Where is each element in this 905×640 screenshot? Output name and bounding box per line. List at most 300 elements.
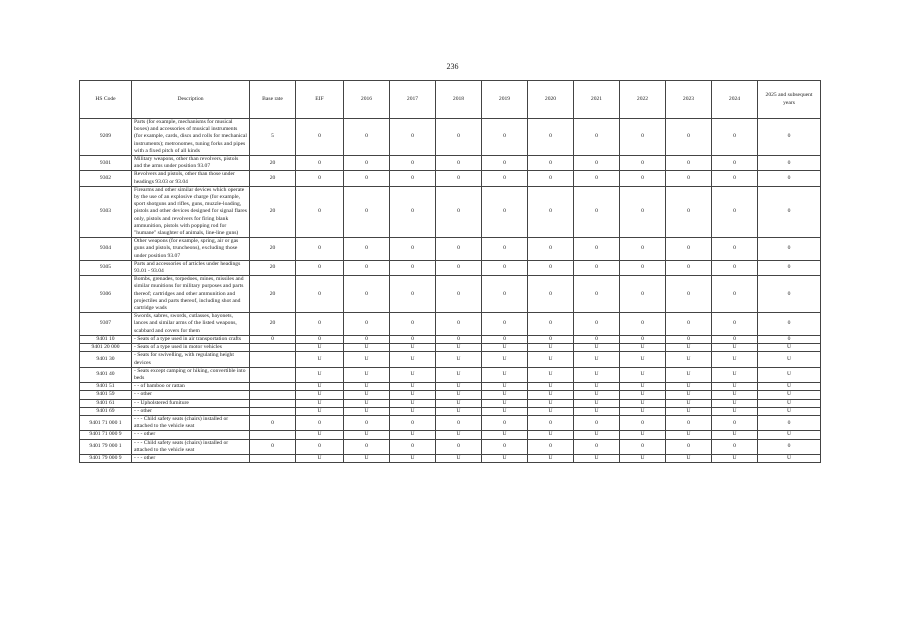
rate-cell: 0 [666, 238, 712, 261]
rate-cell: 0 [390, 156, 436, 171]
base-rate-cell: 20 [250, 156, 296, 171]
rate-cell: U [482, 344, 528, 352]
rate-cell: U [296, 399, 344, 407]
tariff-schedule-table [79, 80, 821, 463]
col-header: 2021 [574, 81, 620, 119]
hs-code-cell: 9401 59 [80, 391, 132, 399]
rate-cell: U [666, 454, 712, 462]
rate-cell: 0 [574, 156, 620, 171]
rate-cell: 0 [574, 313, 620, 336]
rate-cell: U [482, 383, 528, 391]
rate-cell: U [436, 383, 482, 391]
rate-cell: U [620, 344, 666, 352]
rate-cell: U [666, 352, 712, 367]
rate-cell: U [712, 391, 758, 399]
rate-cell: U [758, 352, 821, 367]
rate-cell: U [712, 431, 758, 439]
rate-cell: 0 [620, 119, 666, 156]
rate-cell: 0 [666, 119, 712, 156]
rate-cell: 0 [436, 335, 482, 343]
rate-cell: U [712, 352, 758, 367]
rate-cell: 0 [344, 171, 390, 186]
rate-cell: U [344, 399, 390, 407]
rate-cell: U [528, 344, 574, 352]
base-rate-cell: 20 [250, 313, 296, 336]
rate-cell: U [574, 399, 620, 407]
description-cell: - Seats except camping or hiking, convertible into beds [132, 367, 250, 382]
rate-cell: 0 [436, 313, 482, 336]
table-row [80, 344, 821, 352]
rate-cell: 0 [482, 260, 528, 275]
rate-cell: U [296, 391, 344, 399]
table-row [80, 367, 821, 382]
rate-cell: 0 [482, 415, 528, 430]
hs-code-cell: 9401 71 000 1 [80, 415, 132, 430]
col-header: 2016 [344, 81, 390, 119]
rate-cell: 0 [296, 171, 344, 186]
rate-cell: 0 [344, 439, 390, 454]
rate-cell: 0 [758, 439, 821, 454]
base-rate-cell: 20 [250, 186, 296, 237]
rate-cell: U [666, 383, 712, 391]
rate-cell: 0 [390, 260, 436, 275]
rate-cell: U [712, 383, 758, 391]
rate-cell: 0 [528, 186, 574, 237]
rate-cell: U [528, 407, 574, 415]
description-cell: Other weapons (for example, spring, air or gas guns and pistols, truncheons), excluding those under position 93.07 [132, 238, 250, 261]
hs-code-cell: 9209 [80, 119, 132, 156]
table-row [80, 260, 821, 275]
rate-cell: 0 [528, 171, 574, 186]
rate-cell: U [482, 399, 528, 407]
rate-cell: U [620, 407, 666, 415]
rate-cell: 0 [482, 313, 528, 336]
hs-code-cell: 9401 69 [80, 407, 132, 415]
rate-cell: 0 [666, 335, 712, 343]
rate-cell: U [528, 367, 574, 382]
table-row [80, 276, 821, 313]
rate-cell: 0 [436, 238, 482, 261]
description-cell: - - Upholstered furniture [132, 399, 250, 407]
rate-cell: U [482, 407, 528, 415]
rate-cell: U [758, 454, 821, 462]
base-rate-cell: 20 [250, 171, 296, 186]
table-row [80, 171, 821, 186]
rate-cell: 0 [666, 156, 712, 171]
rate-cell: U [574, 367, 620, 382]
rate-cell: 0 [620, 335, 666, 343]
base-rate-cell [250, 399, 296, 407]
rate-cell: U [436, 344, 482, 352]
description-cell: - - - other [132, 454, 250, 462]
rate-cell: 0 [712, 119, 758, 156]
hs-code-cell: 9303 [80, 186, 132, 237]
rate-cell: U [758, 367, 821, 382]
rate-cell: 0 [344, 335, 390, 343]
description-cell: - Seats for swivelling, with regulating height devices [132, 352, 250, 367]
rate-cell: U [390, 352, 436, 367]
hs-code-cell: 9307 [80, 313, 132, 336]
description-cell: - - - Child safety seats (chairs) installed or attached to the vehicle seat [132, 439, 250, 454]
rate-cell: 0 [758, 156, 821, 171]
rate-cell: U [436, 454, 482, 462]
description-cell: Parts (for example, mechanisms for musical boxes) and accessories of musical instruments (for example, cards, discs and rolls for mechanical instruments); metronomes, tuning forks and pipes with a fixed pitch of all kinds [132, 119, 250, 156]
base-rate-cell: 20 [250, 238, 296, 261]
rate-cell: U [528, 431, 574, 439]
base-rate-cell [250, 344, 296, 352]
rate-cell: U [436, 407, 482, 415]
hs-code-cell: 9401 71 000 9 [80, 431, 132, 439]
rate-cell: U [390, 399, 436, 407]
description-cell: Firearms and other similar devices which operate by the use of an explosive charge (for example, sport shotguns and rifles, guns, muzzle-loading, pistols and other devices designed for signal flares only, pistols and revolvers for firing blank ammunition, pistols with popping rod for "humane" slaughter of animals, line-line guns) [132, 186, 250, 237]
rate-cell: 0 [436, 119, 482, 156]
rate-cell: 0 [712, 439, 758, 454]
rate-cell: U [620, 399, 666, 407]
description-cell: - - of bamboo or rattan [132, 383, 250, 391]
rate-cell: 0 [712, 313, 758, 336]
rate-cell: 0 [528, 276, 574, 313]
rate-cell: 0 [390, 313, 436, 336]
rate-cell: U [666, 399, 712, 407]
rate-cell: 0 [528, 119, 574, 156]
rate-cell: 0 [666, 415, 712, 430]
page-number: 236 [446, 62, 459, 71]
description-cell: Military weapons, other than revolvers, pistols and the arms under position 93.07 [132, 156, 250, 171]
rate-cell: 0 [344, 313, 390, 336]
description-cell: - Seats of a type used in motor vehicles [132, 344, 250, 352]
hs-code-cell: 9304 [80, 238, 132, 261]
rate-cell: U [344, 431, 390, 439]
rate-cell: U [344, 352, 390, 367]
rate-cell: 0 [620, 186, 666, 237]
col-header: HS Code [80, 81, 132, 119]
table-row [80, 407, 821, 415]
rate-cell: 0 [296, 439, 344, 454]
rate-cell: 0 [344, 156, 390, 171]
rate-cell: 0 [758, 171, 821, 186]
rate-cell: U [344, 454, 390, 462]
col-header: 2023 [666, 81, 712, 119]
rate-cell: 0 [574, 186, 620, 237]
rate-cell: U [758, 399, 821, 407]
rate-cell: U [344, 344, 390, 352]
hs-code-cell: 9401 51 [80, 383, 132, 391]
rate-cell: 0 [296, 156, 344, 171]
rate-cell: U [436, 367, 482, 382]
rate-cell: U [528, 399, 574, 407]
rate-cell: 0 [758, 415, 821, 430]
rate-cell: U [666, 407, 712, 415]
rate-cell: U [620, 352, 666, 367]
table-row [80, 415, 821, 430]
rate-cell: 0 [390, 119, 436, 156]
table-row [80, 399, 821, 407]
rate-cell: U [390, 391, 436, 399]
col-header: EIF [296, 81, 344, 119]
rate-cell: 0 [344, 238, 390, 261]
rate-cell: U [482, 352, 528, 367]
rate-cell: 0 [758, 313, 821, 336]
base-rate-cell: 20 [250, 260, 296, 275]
rate-cell: U [296, 431, 344, 439]
col-header: 2020 [528, 81, 574, 119]
rate-cell: U [758, 407, 821, 415]
rate-cell: 0 [758, 186, 821, 237]
rate-cell: 0 [344, 260, 390, 275]
rate-cell: 0 [436, 415, 482, 430]
rate-cell: 0 [390, 335, 436, 343]
base-rate-cell: 0 [250, 439, 296, 454]
rate-cell: U [296, 407, 344, 415]
description-cell: - - other [132, 407, 250, 415]
table-row [80, 391, 821, 399]
rate-cell: U [482, 367, 528, 382]
base-rate-cell [250, 383, 296, 391]
rate-cell: 0 [296, 260, 344, 275]
hs-code-cell: 9306 [80, 276, 132, 313]
rate-cell: 0 [528, 415, 574, 430]
rate-cell: 0 [666, 186, 712, 237]
base-rate-cell [250, 407, 296, 415]
col-header: Description [132, 81, 250, 119]
rate-cell: 0 [482, 171, 528, 186]
rate-cell: 0 [620, 171, 666, 186]
rate-cell: 0 [620, 260, 666, 275]
rate-cell: 0 [712, 260, 758, 275]
base-rate-cell: 5 [250, 119, 296, 156]
rate-cell: 0 [528, 238, 574, 261]
rate-cell: U [528, 454, 574, 462]
rate-cell: 0 [574, 335, 620, 343]
rate-cell: U [574, 391, 620, 399]
rate-cell: 0 [528, 335, 574, 343]
rate-cell: U [620, 454, 666, 462]
rate-cell: 0 [712, 335, 758, 343]
rate-cell: 0 [758, 260, 821, 275]
description-cell: - - - other [132, 431, 250, 439]
rate-cell: U [296, 344, 344, 352]
rate-cell: 0 [574, 238, 620, 261]
description-cell: Parts and accessories of articles under headings 93.01 - 93.04 [132, 260, 250, 275]
table-row [80, 454, 821, 462]
rate-cell: U [574, 407, 620, 415]
description-cell: - - - Child safety seats (chairs) installed or attached to the vehicle seat [132, 415, 250, 430]
rate-cell: U [712, 367, 758, 382]
description-cell: - Seats of a type used in air transportation crafts [132, 335, 250, 343]
base-rate-cell [250, 367, 296, 382]
rate-cell: U [574, 344, 620, 352]
rate-cell: 0 [436, 276, 482, 313]
col-header: 2018 [436, 81, 482, 119]
rate-cell: 0 [482, 186, 528, 237]
rate-cell: 0 [758, 238, 821, 261]
rate-cell: 0 [482, 439, 528, 454]
rate-cell: U [712, 454, 758, 462]
rate-cell: U [482, 454, 528, 462]
rate-cell: 0 [574, 171, 620, 186]
rate-cell: U [296, 352, 344, 367]
rate-cell: 0 [712, 171, 758, 186]
hs-code-cell: 9401 40 [80, 367, 132, 382]
rate-cell: 0 [482, 335, 528, 343]
rate-cell: 0 [574, 439, 620, 454]
rate-cell: 0 [296, 238, 344, 261]
rate-cell: U [344, 383, 390, 391]
rate-cell: 0 [390, 186, 436, 237]
rate-cell: U [296, 383, 344, 391]
rate-cell: 0 [574, 119, 620, 156]
rate-cell: 0 [666, 171, 712, 186]
rate-cell: U [436, 399, 482, 407]
description-cell: Revolvers and pistols, other than those under headings 93.03 or 93.04 [132, 171, 250, 186]
hs-code-cell: 9401 10 [80, 335, 132, 343]
rate-cell: U [758, 391, 821, 399]
rate-cell: 0 [296, 313, 344, 336]
rate-cell: 0 [344, 276, 390, 313]
rate-cell: 0 [712, 276, 758, 313]
base-rate-cell [250, 431, 296, 439]
rate-cell: 0 [712, 415, 758, 430]
description-cell: Bombs, grenades, torpedoes, mines, missiles and similar munitions for military purposes and parts thereof; cartridges and other ammunition and projectiles and parts thereof, including shot and cartridge wads [132, 276, 250, 313]
rate-cell: 0 [436, 439, 482, 454]
rate-cell: U [390, 383, 436, 391]
rate-cell: U [296, 367, 344, 382]
rate-cell: 0 [436, 186, 482, 237]
rate-cell: U [482, 431, 528, 439]
rate-cell: U [574, 383, 620, 391]
rate-cell: 0 [390, 238, 436, 261]
table-body [80, 119, 821, 463]
rate-cell: U [344, 391, 390, 399]
rate-cell: U [390, 431, 436, 439]
table-header-row [80, 81, 821, 119]
rate-cell: U [712, 344, 758, 352]
col-header: Base rate [250, 81, 296, 119]
table-row [80, 431, 821, 439]
hs-code-cell: 9401 79 000 1 [80, 439, 132, 454]
rate-cell: U [758, 383, 821, 391]
rate-cell: 0 [574, 260, 620, 275]
hs-code-cell: 9401 61 [80, 399, 132, 407]
rate-cell: 0 [712, 238, 758, 261]
base-rate-cell: 0 [250, 335, 296, 343]
hs-code-cell: 9301 [80, 156, 132, 171]
rate-cell: 0 [758, 335, 821, 343]
rate-cell: U [758, 344, 821, 352]
rate-cell: 0 [574, 276, 620, 313]
rate-cell: U [436, 352, 482, 367]
rate-cell: U [574, 352, 620, 367]
rate-cell: U [666, 367, 712, 382]
rate-cell: 0 [296, 335, 344, 343]
rate-cell: 0 [436, 156, 482, 171]
rate-cell: 0 [712, 186, 758, 237]
table-row [80, 439, 821, 454]
rate-cell: U [482, 391, 528, 399]
rate-cell: 0 [482, 276, 528, 313]
rate-cell: U [620, 383, 666, 391]
rate-cell: U [436, 391, 482, 399]
rate-cell: 0 [528, 313, 574, 336]
hs-code-cell: 9401 30 [80, 352, 132, 367]
rate-cell: U [528, 391, 574, 399]
table-row [80, 238, 821, 261]
col-header: 2022 [620, 81, 666, 119]
rate-cell: U [344, 367, 390, 382]
rate-cell: U [390, 407, 436, 415]
rate-cell: 0 [528, 439, 574, 454]
rate-cell: 0 [296, 415, 344, 430]
rate-cell: U [758, 431, 821, 439]
rate-cell: 0 [620, 313, 666, 336]
rate-cell: 0 [482, 119, 528, 156]
rate-cell: 0 [620, 439, 666, 454]
rate-cell: 0 [758, 119, 821, 156]
base-rate-cell: 20 [250, 276, 296, 313]
rate-cell: 0 [344, 186, 390, 237]
rate-cell: U [666, 391, 712, 399]
rate-cell: 0 [758, 276, 821, 313]
rate-cell: U [666, 344, 712, 352]
base-rate-cell [250, 352, 296, 367]
rate-cell: 0 [666, 313, 712, 336]
rate-cell: 0 [390, 276, 436, 313]
rate-cell: U [344, 407, 390, 415]
col-header: 2017 [390, 81, 436, 119]
table-row [80, 352, 821, 367]
hs-code-cell: 9401 20 000 [80, 344, 132, 352]
rate-cell: U [528, 383, 574, 391]
rate-cell: 0 [344, 415, 390, 430]
rate-cell: U [620, 367, 666, 382]
rate-cell: U [666, 431, 712, 439]
rate-cell: 0 [296, 276, 344, 313]
description-cell: - - other [132, 391, 250, 399]
rate-cell: 0 [712, 156, 758, 171]
col-header: 2025 and subsequent years [758, 81, 821, 119]
table-row [80, 156, 821, 171]
rate-cell: U [390, 367, 436, 382]
base-rate-cell: 0 [250, 415, 296, 430]
rate-cell: 0 [620, 276, 666, 313]
table-row [80, 313, 821, 336]
rate-cell: 0 [390, 171, 436, 186]
rate-cell: 0 [482, 238, 528, 261]
rate-cell: 0 [296, 119, 344, 156]
rate-cell: 0 [482, 156, 528, 171]
rate-cell: 0 [436, 171, 482, 186]
rate-cell: 0 [666, 439, 712, 454]
rate-cell: U [390, 344, 436, 352]
rate-cell: U [574, 431, 620, 439]
rate-cell: 0 [528, 260, 574, 275]
rate-cell: 0 [390, 415, 436, 430]
base-rate-cell [250, 454, 296, 462]
rate-cell: 0 [620, 415, 666, 430]
rate-cell: 0 [666, 276, 712, 313]
rate-cell: U [712, 407, 758, 415]
rate-cell: U [390, 454, 436, 462]
table-row [80, 186, 821, 237]
rate-cell: 0 [296, 186, 344, 237]
rate-cell: 0 [528, 156, 574, 171]
hs-code-cell: 9401 79 000 9 [80, 454, 132, 462]
rate-cell: 0 [436, 260, 482, 275]
table-row [80, 119, 821, 156]
rate-cell: 0 [666, 260, 712, 275]
table-row [80, 335, 821, 343]
rate-cell: U [528, 352, 574, 367]
